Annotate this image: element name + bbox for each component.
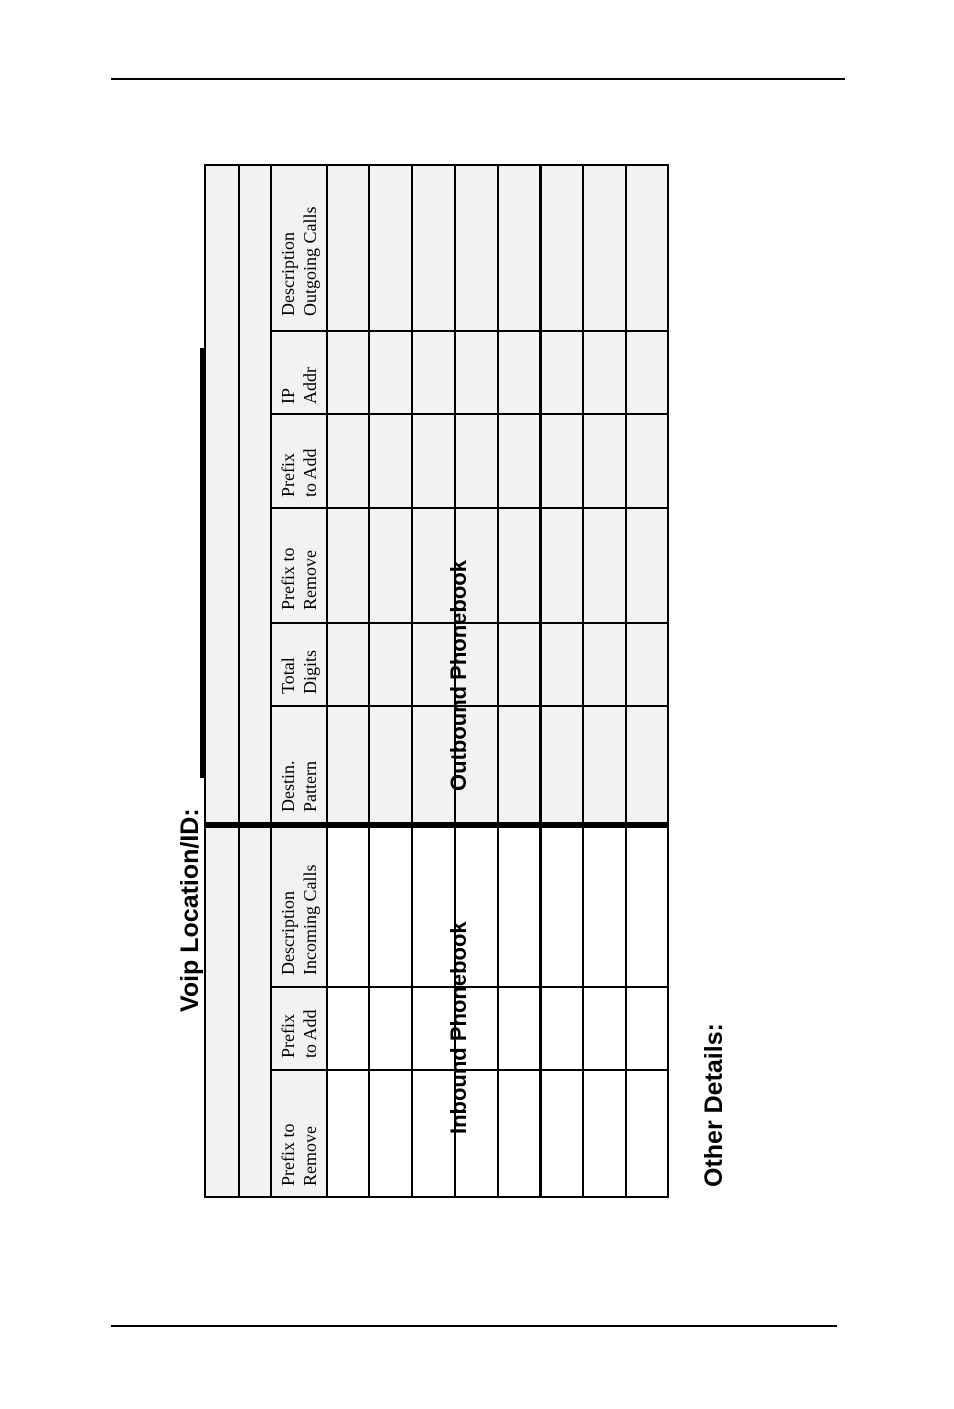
top-rule bbox=[111, 78, 845, 80]
col-header-description-incoming: Description Incoming Calls bbox=[278, 864, 320, 975]
col-header-prefix-to-remove-in: Prefix to Remove bbox=[278, 1123, 320, 1186]
inbound-phonebook-title: Inbound Phonebook bbox=[446, 921, 471, 1134]
bottom-rule bbox=[111, 1325, 837, 1327]
other-details-label: Other Details: bbox=[700, 1023, 728, 1187]
col-header-prefix-to-add-in: Prefix to Add bbox=[278, 1009, 320, 1058]
col-header-total-digits: Total Digits bbox=[278, 649, 320, 694]
phonebook-form-table bbox=[204, 164, 669, 1198]
col-header-prefix-to-add-out: Prefix to Add bbox=[278, 448, 320, 497]
col-header-description-outgoing: Description Outgoing Calls bbox=[278, 206, 320, 316]
outbound-phonebook-title: Outbound Phonebook bbox=[446, 560, 471, 791]
col-header-destin-pattern: Destin. Pattern bbox=[278, 760, 320, 812]
section-divider bbox=[204, 822, 669, 828]
col-header-ip-addr: IP Addr bbox=[278, 367, 320, 404]
col-header-prefix-to-remove-out: Prefix to Remove bbox=[278, 547, 320, 610]
voip-location-label: Voip Location/ID: bbox=[176, 808, 204, 1012]
